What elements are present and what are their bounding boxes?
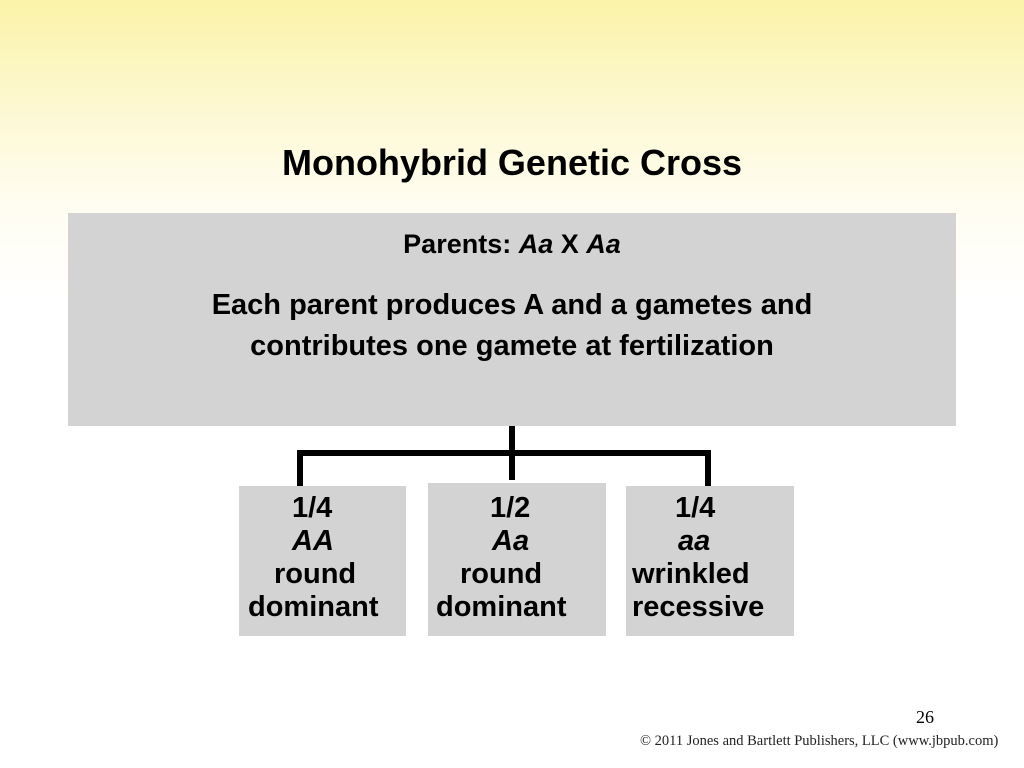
parent-genotype-b: Aa (586, 229, 621, 259)
description-line-1: Each parent produces A and a gametes and (211, 289, 813, 321)
parents-description (68, 285, 956, 367)
connector-drop-left (297, 450, 303, 486)
connector-drop-middle (509, 450, 515, 480)
offspring-genotype: AA (292, 525, 334, 557)
connector-drop-right (705, 450, 711, 486)
offspring-box-aa-homozygous-dominant (239, 486, 406, 636)
offspring-trait: dominant (248, 591, 379, 623)
slide-title: Monohybrid Genetic Cross (281, 142, 743, 183)
parents-label: Parents: (403, 229, 512, 259)
offspring-phenotype: wrinkled (632, 558, 750, 590)
parent-genotype-a: Aa (518, 229, 554, 259)
cross-symbol: X (560, 229, 579, 259)
parents-box (68, 213, 956, 426)
offspring-phenotype: round (274, 558, 357, 590)
offspring-box-aa-homozygous-recessive (626, 486, 794, 636)
offspring-box-aa-heterozygous (428, 483, 606, 636)
parents-line (68, 229, 956, 260)
page-number: 26 (916, 707, 934, 727)
copyright-notice: © 2011 Jones and Bartlett Publishers, LLC (www.jbpub.com) (640, 733, 999, 749)
connector-bar (297, 450, 711, 456)
offspring-trait: dominant (436, 591, 567, 623)
offspring-trait: recessive (632, 591, 765, 623)
offspring-fraction: 1/4 (675, 492, 716, 524)
offspring-genotype: Aa (492, 525, 530, 557)
offspring-fraction: 1/2 (490, 492, 531, 524)
description-line-2: contributes one gamete at fertilization (250, 330, 774, 362)
offspring-phenotype: round (460, 558, 543, 590)
offspring-genotype: aa (678, 525, 711, 557)
offspring-fraction: 1/4 (292, 492, 333, 524)
